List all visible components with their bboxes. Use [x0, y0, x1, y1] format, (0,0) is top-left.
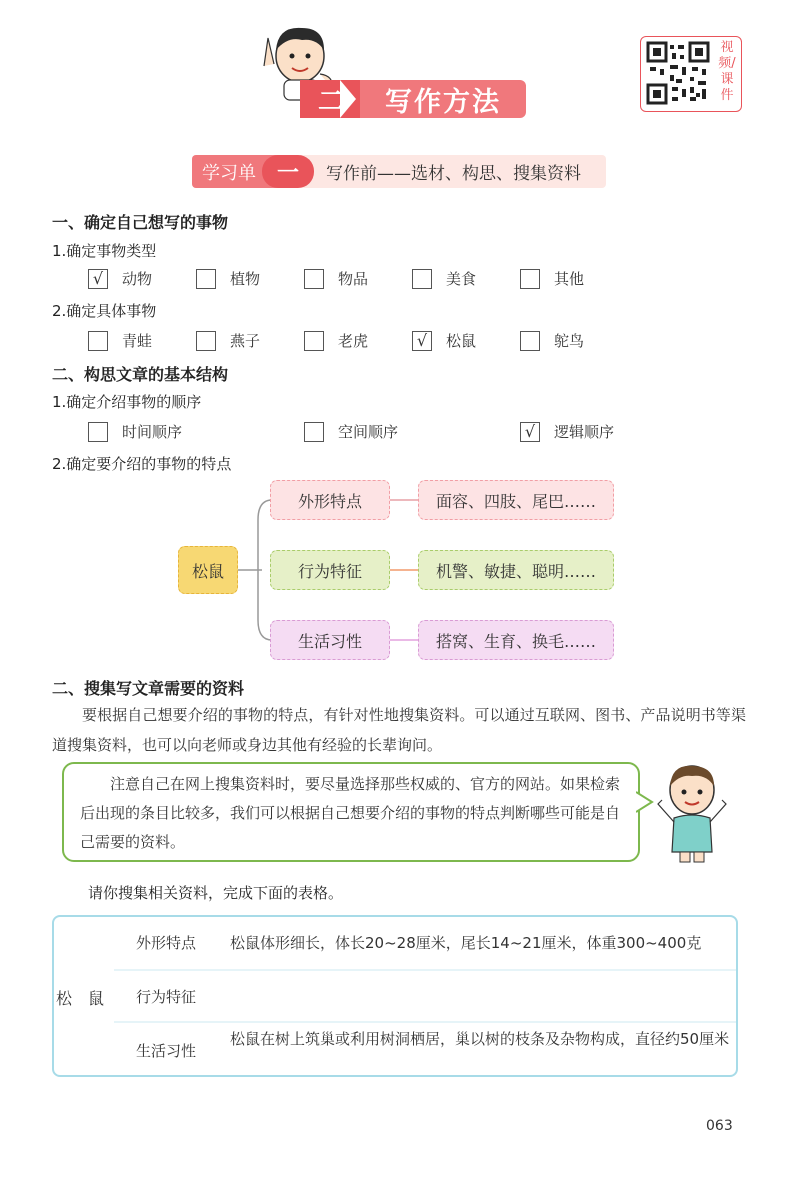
option-ostrich[interactable]: 鸵鸟: [520, 330, 584, 351]
mindmap-branch-appearance: 外形特点: [270, 480, 390, 520]
option-food[interactable]: 美食: [412, 268, 476, 289]
option-plant[interactable]: 植物: [196, 268, 260, 289]
option-swallow[interactable]: 燕子: [196, 330, 260, 351]
section-number: 二: [300, 80, 362, 118]
table-instruction: 请你搜集相关资料，完成下面的表格。: [88, 884, 344, 902]
note-text: 注意自己在网上搜集资料时，要尽量选择那些权威的、官方的网站。如果检索后出现的条目比较多，我们可以根据自己想要介绍的事物的特点判断哪些可能是自己需要的资料。: [80, 775, 621, 851]
checkbox-checked[interactable]: √: [412, 331, 432, 351]
table-row-label: 行为特征: [136, 988, 197, 1006]
part2-q2-label: 2.确定要介绍的事物的特点: [52, 455, 232, 473]
part1-heading: 一、确定自己想写的事物: [52, 213, 229, 232]
section-title: 写作方法: [360, 80, 526, 118]
part1-q1-label: 1.确定事物类型: [52, 242, 157, 260]
part3-paragraph: 要根据自己想要介绍的事物的特点，有针对性地搜集资料。可以通过互联网、图书、产品说明书等渠道搜集资料，也可以向老师或身边其他有经验的长辈询问。: [52, 706, 746, 754]
table-row-value[interactable]: 松鼠体形细长，体长20~28厘米，尾长14~21厘米，体重300~400克: [230, 934, 702, 952]
page-number: 063: [706, 1118, 733, 1134]
checkbox-checked[interactable]: √: [520, 422, 540, 442]
mindmap-branch-behavior: 行为特征: [270, 550, 390, 590]
unit-number: 一: [262, 155, 314, 188]
unit-label: 学习单: [192, 155, 282, 188]
checkbox-checked[interactable]: √: [88, 269, 108, 289]
part2-heading: 二、构思文章的基本结构: [52, 365, 229, 384]
unit-title: 写作前——选材、构思、搜集资料: [326, 164, 581, 184]
table-row-label: 生活习性: [136, 1042, 197, 1060]
option-space-order[interactable]: 空间顺序: [304, 421, 398, 442]
mindmap-detail-appearance: 面容、四肢、尾巴……: [418, 480, 614, 520]
option-tiger[interactable]: 老虎: [304, 330, 368, 351]
mindmap-center: 松鼠: [178, 546, 238, 594]
table-row-value[interactable]: 松鼠在树上筑巢或利用树洞栖居，巢以树的枝条及杂物构成，直径约50厘米: [230, 1030, 730, 1048]
option-squirrel[interactable]: √ 松鼠: [412, 330, 476, 351]
mindmap-detail-habits: 搭窝、生育、换毛……: [418, 620, 614, 660]
part3-heading: 二、搜集写文章需要的资料: [52, 679, 245, 698]
option-object[interactable]: 物品: [304, 268, 368, 289]
option-animal[interactable]: √ 动物: [88, 268, 152, 289]
option-other[interactable]: 其他: [520, 268, 584, 289]
mindmap-branch-habits: 生活习性: [270, 620, 390, 660]
table-subject: 松 鼠: [56, 989, 105, 1008]
part1-q2-label: 2.确定具体事物: [52, 302, 157, 320]
option-time-order[interactable]: 时间顺序: [88, 421, 182, 442]
mindmap-detail-behavior: 机警、敏捷、聪明……: [418, 550, 614, 590]
option-frog[interactable]: 青蛙: [88, 330, 152, 351]
table-row-label: 外形特点: [136, 934, 197, 952]
part2-q1-label: 1.确定介绍事物的顺序: [52, 393, 202, 411]
option-logic-order[interactable]: √ 逻辑顺序: [520, 421, 614, 442]
qr-label: 视频/课件: [718, 40, 736, 103]
